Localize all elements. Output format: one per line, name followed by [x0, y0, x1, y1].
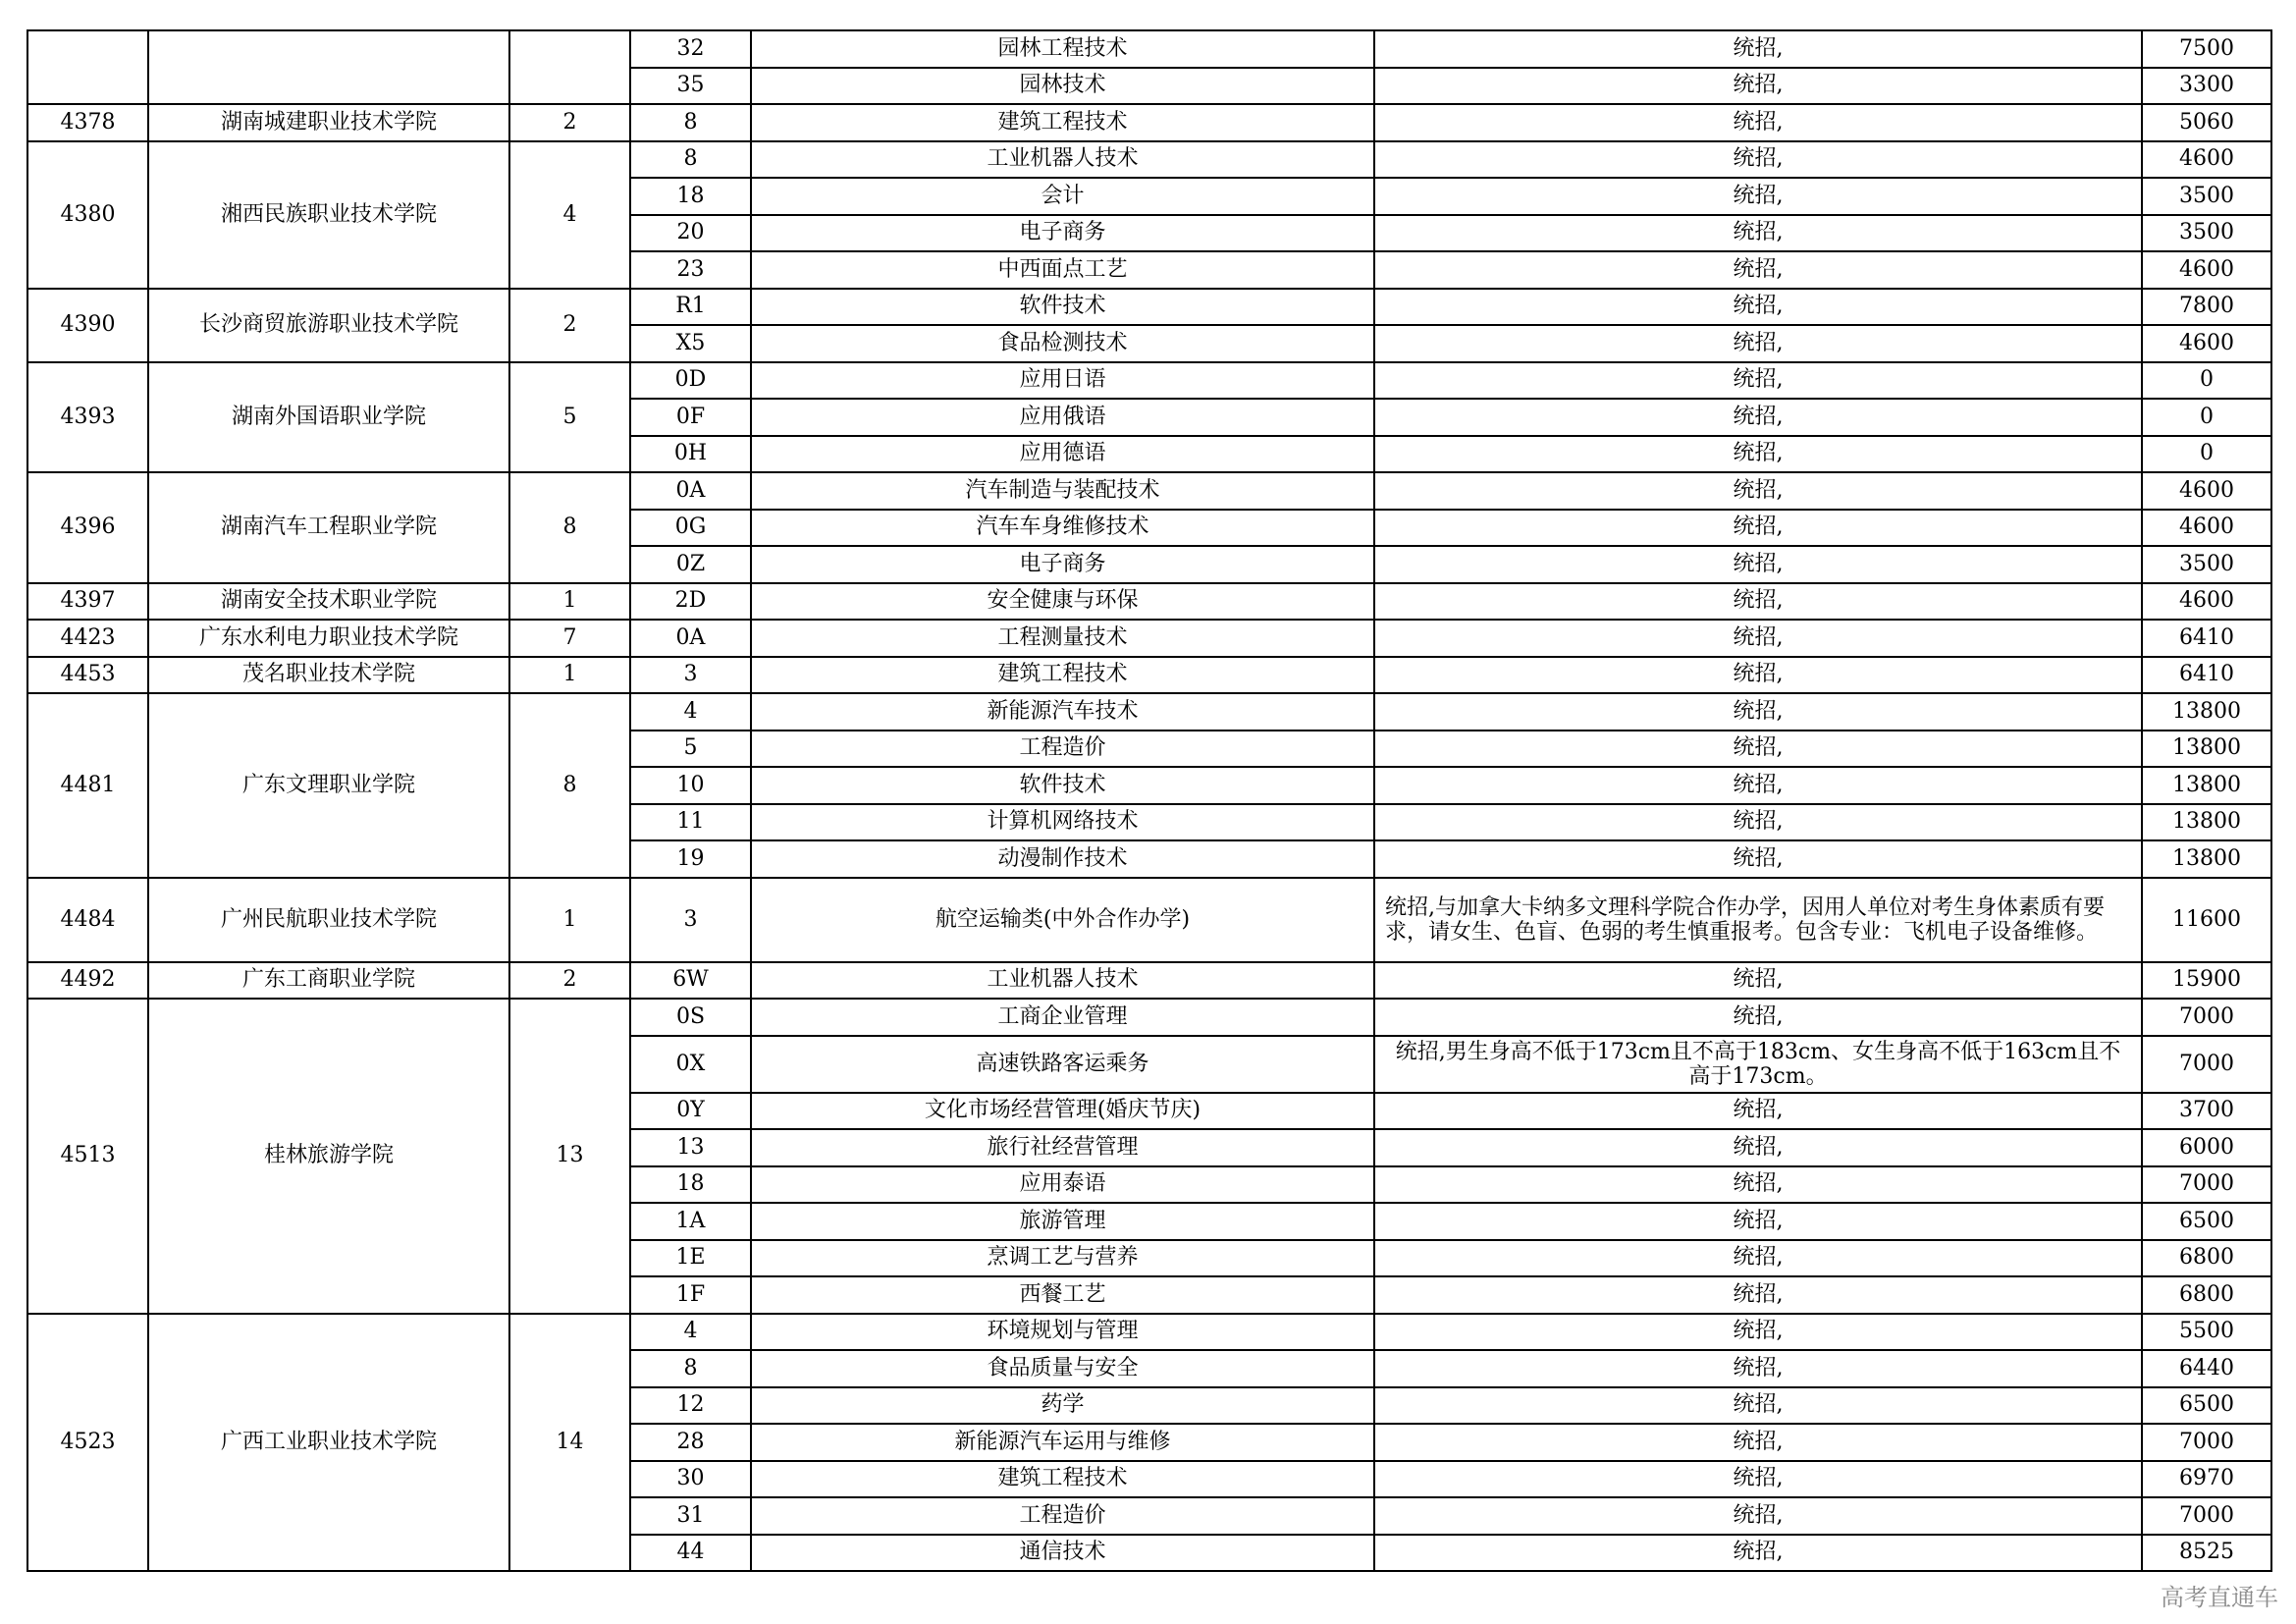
table-row: [27, 30, 2271, 68]
tuition-fee-cell: 5500: [2142, 1314, 2271, 1351]
tuition-fee-cell: 5060: [2142, 104, 2271, 141]
major-code-cell: 0A: [630, 620, 751, 657]
table-row: [27, 620, 2271, 657]
tuition-fee-cell: 3500: [2142, 178, 2271, 215]
major-code-cell: R1: [630, 289, 751, 326]
remark-cell: 统招,: [1374, 215, 2142, 252]
major-name-cell: 软件技术: [751, 289, 1374, 326]
major-name-cell: 应用泰语: [751, 1166, 1374, 1204]
remark-cell: 统招,: [1374, 1093, 2142, 1130]
tuition-fee-cell: 3700: [2142, 1093, 2271, 1130]
major-name-cell: 应用日语: [751, 362, 1374, 400]
major-name-cell: 烹调工艺与营养: [751, 1240, 1374, 1277]
major-name-cell: 工程造价: [751, 731, 1374, 768]
tuition-fee-cell: 13800: [2142, 767, 2271, 804]
major-name-cell: 航空运输类(中外合作办学): [751, 878, 1374, 962]
major-name-cell: 动漫制作技术: [751, 840, 1374, 878]
tuition-fee-cell: 11600: [2142, 878, 2271, 962]
major-code-cell: 0G: [630, 510, 751, 547]
major-code-cell: 44: [630, 1535, 751, 1572]
major-code-cell: 23: [630, 251, 751, 289]
remark-cell: 统招,: [1374, 251, 2142, 289]
remark-cell: 统招,: [1374, 436, 2142, 473]
major-code-cell: 4: [630, 693, 751, 731]
major-code-cell: 32: [630, 30, 751, 68]
school-code-cell: [27, 30, 148, 104]
tuition-fee-cell: 6410: [2142, 657, 2271, 694]
remark-cell: 统招,: [1374, 767, 2142, 804]
major-code-cell: 6W: [630, 962, 751, 1000]
major-code-cell: 31: [630, 1497, 751, 1535]
remark-cell: 统招,: [1374, 583, 2142, 621]
tuition-fee-cell: 3500: [2142, 546, 2271, 583]
tuition-fee-cell: 7800: [2142, 289, 2271, 326]
tuition-fee-cell: 0: [2142, 436, 2271, 473]
major-code-cell: X5: [630, 325, 751, 362]
major-name-cell: 电子商务: [751, 215, 1374, 252]
remark-cell: 统招,: [1374, 178, 2142, 215]
tuition-fee-cell: 3500: [2142, 215, 2271, 252]
tuition-fee-cell: 13800: [2142, 804, 2271, 841]
major-name-cell: 计算机网络技术: [751, 804, 1374, 841]
plan-total-cell: 8: [509, 472, 630, 583]
major-code-cell: 20: [630, 215, 751, 252]
school-name-cell: 广东水利电力职业技术学院: [148, 620, 509, 657]
remark-cell: 统招,: [1374, 1497, 2142, 1535]
remark-cell: 统招,男生身高不低于173cm且不高于183cm、女生身高不低于163cm且不高于173cm。: [1374, 1036, 2142, 1093]
remark-cell: 统招,与加拿大卡纳多文理科学院合作办学，因用人单位对考生身体素质有要求，请女生、色盲、色弱的考生慎重报考。包含专业：飞机电子设备维修。: [1374, 878, 2142, 962]
tuition-fee-cell: 4600: [2142, 583, 2271, 621]
table-row: [27, 289, 2271, 326]
major-name-cell: 高速铁路客运乘务: [751, 1036, 1374, 1093]
major-code-cell: 8: [630, 104, 751, 141]
major-name-cell: 安全健康与环保: [751, 583, 1374, 621]
major-code-cell: 5: [630, 731, 751, 768]
tuition-fee-cell: 6440: [2142, 1350, 2271, 1387]
tuition-fee-cell: 4600: [2142, 472, 2271, 510]
remark-cell: 统招,: [1374, 1314, 2142, 1351]
major-name-cell: 会计: [751, 178, 1374, 215]
major-name-cell: 工业机器人技术: [751, 962, 1374, 1000]
remark-cell: 统招,: [1374, 1276, 2142, 1314]
tuition-fee-cell: 0: [2142, 399, 2271, 436]
tuition-fee-cell: 3300: [2142, 68, 2271, 105]
tuition-fee-cell: 13800: [2142, 693, 2271, 731]
tuition-fee-cell: 7000: [2142, 1497, 2271, 1535]
major-code-cell: 13: [630, 1129, 751, 1166]
table-row: [27, 1314, 2271, 1351]
major-code-cell: 0F: [630, 399, 751, 436]
plan-total-cell: 2: [509, 289, 630, 362]
remark-cell: 统招,: [1374, 1166, 2142, 1204]
tuition-fee-cell: 6500: [2142, 1203, 2271, 1240]
remark-cell: 统招,: [1374, 104, 2142, 141]
plan-total-cell: 1: [509, 657, 630, 694]
major-name-cell: 工商企业管理: [751, 999, 1374, 1036]
remark-cell: 统招,: [1374, 1129, 2142, 1166]
tuition-fee-cell: 4600: [2142, 141, 2271, 179]
school-code-cell: 4397: [27, 583, 148, 621]
major-name-cell: 建筑工程技术: [751, 657, 1374, 694]
remark-cell: 统招,: [1374, 804, 2142, 841]
table-row: [27, 104, 2271, 141]
major-name-cell: 汽车制造与装配技术: [751, 472, 1374, 510]
school-name-cell: [148, 30, 509, 104]
school-name-cell: 湖南汽车工程职业学院: [148, 472, 509, 583]
school-code-cell: 4378: [27, 104, 148, 141]
major-name-cell: 新能源汽车运用与维修: [751, 1424, 1374, 1461]
school-code-cell: 4523: [27, 1314, 148, 1572]
remark-cell: 统招,: [1374, 1424, 2142, 1461]
major-name-cell: 食品检测技术: [751, 325, 1374, 362]
table-row: [27, 657, 2271, 694]
major-name-cell: 建筑工程技术: [751, 104, 1374, 141]
remark-cell: 统招,: [1374, 30, 2142, 68]
school-code-cell: 4453: [27, 657, 148, 694]
tuition-fee-cell: 6800: [2142, 1240, 2271, 1277]
major-code-cell: 30: [630, 1461, 751, 1498]
major-code-cell: 11: [630, 804, 751, 841]
school-code-cell: 4393: [27, 362, 148, 473]
remark-cell: 统招,: [1374, 399, 2142, 436]
major-name-cell: 工程造价: [751, 1497, 1374, 1535]
tuition-fee-cell: 8525: [2142, 1535, 2271, 1572]
major-code-cell: 8: [630, 141, 751, 179]
school-code-cell: 4484: [27, 878, 148, 962]
major-name-cell: 园林工程技术: [751, 30, 1374, 68]
remark-cell: 统招,: [1374, 68, 2142, 105]
major-name-cell: 文化市场经营管理(婚庆节庆): [751, 1093, 1374, 1130]
major-name-cell: 软件技术: [751, 767, 1374, 804]
plan-total-cell: 13: [509, 999, 630, 1314]
plan-total-cell: 1: [509, 583, 630, 621]
school-name-cell: 广东文理职业学院: [148, 693, 509, 878]
major-code-cell: 2D: [630, 583, 751, 621]
school-name-cell: 湘西民族职业技术学院: [148, 141, 509, 289]
table-row: [27, 362, 2271, 400]
tuition-fee-cell: 6970: [2142, 1461, 2271, 1498]
tuition-fee-cell: 7500: [2142, 30, 2271, 68]
remark-cell: 统招,: [1374, 472, 2142, 510]
tuition-fee-cell: 7000: [2142, 999, 2271, 1036]
major-code-cell: 10: [630, 767, 751, 804]
major-name-cell: 工业机器人技术: [751, 141, 1374, 179]
major-code-cell: 18: [630, 178, 751, 215]
major-code-cell: 28: [630, 1424, 751, 1461]
school-code-cell: 4492: [27, 962, 148, 1000]
school-code-cell: 4396: [27, 472, 148, 583]
major-code-cell: 1A: [630, 1203, 751, 1240]
school-code-cell: 4390: [27, 289, 148, 362]
table-row: [27, 693, 2271, 731]
school-name-cell: 湖南外国语职业学院: [148, 362, 509, 473]
plan-total-cell: [509, 30, 630, 104]
school-code-cell: 4481: [27, 693, 148, 878]
major-code-cell: 18: [630, 1166, 751, 1204]
major-name-cell: 食品质量与安全: [751, 1350, 1374, 1387]
remark-cell: 统招,: [1374, 362, 2142, 400]
school-name-cell: 长沙商贸旅游职业技术学院: [148, 289, 509, 362]
plan-total-cell: 1: [509, 878, 630, 962]
tuition-fee-cell: 13800: [2142, 731, 2271, 768]
table-row: [27, 878, 2271, 962]
school-name-cell: 桂林旅游学院: [148, 999, 509, 1314]
tuition-fee-cell: 6500: [2142, 1387, 2271, 1425]
major-code-cell: 0X: [630, 1036, 751, 1093]
major-code-cell: 4: [630, 1314, 751, 1351]
tuition-fee-cell: 4600: [2142, 325, 2271, 362]
major-code-cell: 19: [630, 840, 751, 878]
major-name-cell: 工程测量技术: [751, 620, 1374, 657]
major-name-cell: 药学: [751, 1387, 1374, 1425]
remark-cell: 统招,: [1374, 325, 2142, 362]
remark-cell: 统招,: [1374, 962, 2142, 1000]
remark-cell: 统招,: [1374, 510, 2142, 547]
school-name-cell: 广西工业职业技术学院: [148, 1314, 509, 1572]
major-name-cell: 汽车车身维修技术: [751, 510, 1374, 547]
major-name-cell: 园林技术: [751, 68, 1374, 105]
school-name-cell: 湖南安全技术职业学院: [148, 583, 509, 621]
major-name-cell: 环境规划与管理: [751, 1314, 1374, 1351]
tuition-fee-cell: 6800: [2142, 1276, 2271, 1314]
remark-cell: 统招,: [1374, 693, 2142, 731]
school-name-cell: 湖南城建职业技术学院: [148, 104, 509, 141]
plan-total-cell: 4: [509, 141, 630, 289]
school-code-cell: 4380: [27, 141, 148, 289]
major-code-cell: 0S: [630, 999, 751, 1036]
tuition-fee-cell: 13800: [2142, 840, 2271, 878]
admission-plan-table: [27, 29, 2272, 1572]
major-name-cell: 应用俄语: [751, 399, 1374, 436]
school-code-cell: 4423: [27, 620, 148, 657]
remark-cell: 统招,: [1374, 1387, 2142, 1425]
tuition-fee-cell: 7000: [2142, 1166, 2271, 1204]
major-name-cell: 旅游管理: [751, 1203, 1374, 1240]
tuition-fee-cell: 7000: [2142, 1036, 2271, 1093]
school-name-cell: 广州民航职业技术学院: [148, 878, 509, 962]
remark-cell: 统招,: [1374, 657, 2142, 694]
major-code-cell: 0H: [630, 436, 751, 473]
plan-total-cell: 8: [509, 693, 630, 878]
major-code-cell: 0Z: [630, 546, 751, 583]
tuition-fee-cell: 6000: [2142, 1129, 2271, 1166]
remark-cell: 统招,: [1374, 731, 2142, 768]
school-name-cell: 广东工商职业学院: [148, 962, 509, 1000]
table-row: [27, 472, 2271, 510]
plan-total-cell: 5: [509, 362, 630, 473]
tuition-fee-cell: 6410: [2142, 620, 2271, 657]
major-name-cell: 应用德语: [751, 436, 1374, 473]
remark-cell: 统招,: [1374, 620, 2142, 657]
major-code-cell: 1E: [630, 1240, 751, 1277]
plan-total-cell: 2: [509, 104, 630, 141]
major-code-cell: 0A: [630, 472, 751, 510]
remark-cell: 统招,: [1374, 1461, 2142, 1498]
table-row: [27, 962, 2271, 1000]
major-name-cell: 中西面点工艺: [751, 251, 1374, 289]
major-name-cell: 建筑工程技术: [751, 1461, 1374, 1498]
table-body: [27, 30, 2271, 1571]
remark-cell: 统招,: [1374, 1535, 2142, 1572]
school-name-cell: 茂名职业技术学院: [148, 657, 509, 694]
major-name-cell: 通信技术: [751, 1535, 1374, 1572]
major-name-cell: 西餐工艺: [751, 1276, 1374, 1314]
watermark-text: 高考直通车: [2161, 1584, 2278, 1611]
major-name-cell: 新能源汽车技术: [751, 693, 1374, 731]
table-row: [27, 999, 2271, 1036]
admission-table-sheet: [27, 29, 2270, 1572]
tuition-fee-cell: 4600: [2142, 251, 2271, 289]
school-code-cell: 4513: [27, 999, 148, 1314]
remark-cell: 统招,: [1374, 546, 2142, 583]
major-code-cell: 1F: [630, 1276, 751, 1314]
remark-cell: 统招,: [1374, 1350, 2142, 1387]
remark-cell: 统招,: [1374, 289, 2142, 326]
tuition-fee-cell: 15900: [2142, 962, 2271, 1000]
plan-total-cell: 2: [509, 962, 630, 1000]
remark-cell: 统招,: [1374, 999, 2142, 1036]
table-row: [27, 141, 2271, 179]
plan-total-cell: 14: [509, 1314, 630, 1572]
major-code-cell: 3: [630, 657, 751, 694]
remark-cell: 统招,: [1374, 840, 2142, 878]
table-row: [27, 583, 2271, 621]
major-code-cell: 0D: [630, 362, 751, 400]
remark-cell: 统招,: [1374, 141, 2142, 179]
major-code-cell: 35: [630, 68, 751, 105]
major-code-cell: 0Y: [630, 1093, 751, 1130]
remark-cell: 统招,: [1374, 1240, 2142, 1277]
plan-total-cell: 7: [509, 620, 630, 657]
tuition-fee-cell: 0: [2142, 362, 2271, 400]
tuition-fee-cell: 7000: [2142, 1424, 2271, 1461]
remark-cell: 统招,: [1374, 1203, 2142, 1240]
major-code-cell: 3: [630, 878, 751, 962]
major-name-cell: 旅行社经营管理: [751, 1129, 1374, 1166]
major-name-cell: 电子商务: [751, 546, 1374, 583]
tuition-fee-cell: 4600: [2142, 510, 2271, 547]
major-code-cell: 8: [630, 1350, 751, 1387]
major-code-cell: 12: [630, 1387, 751, 1425]
